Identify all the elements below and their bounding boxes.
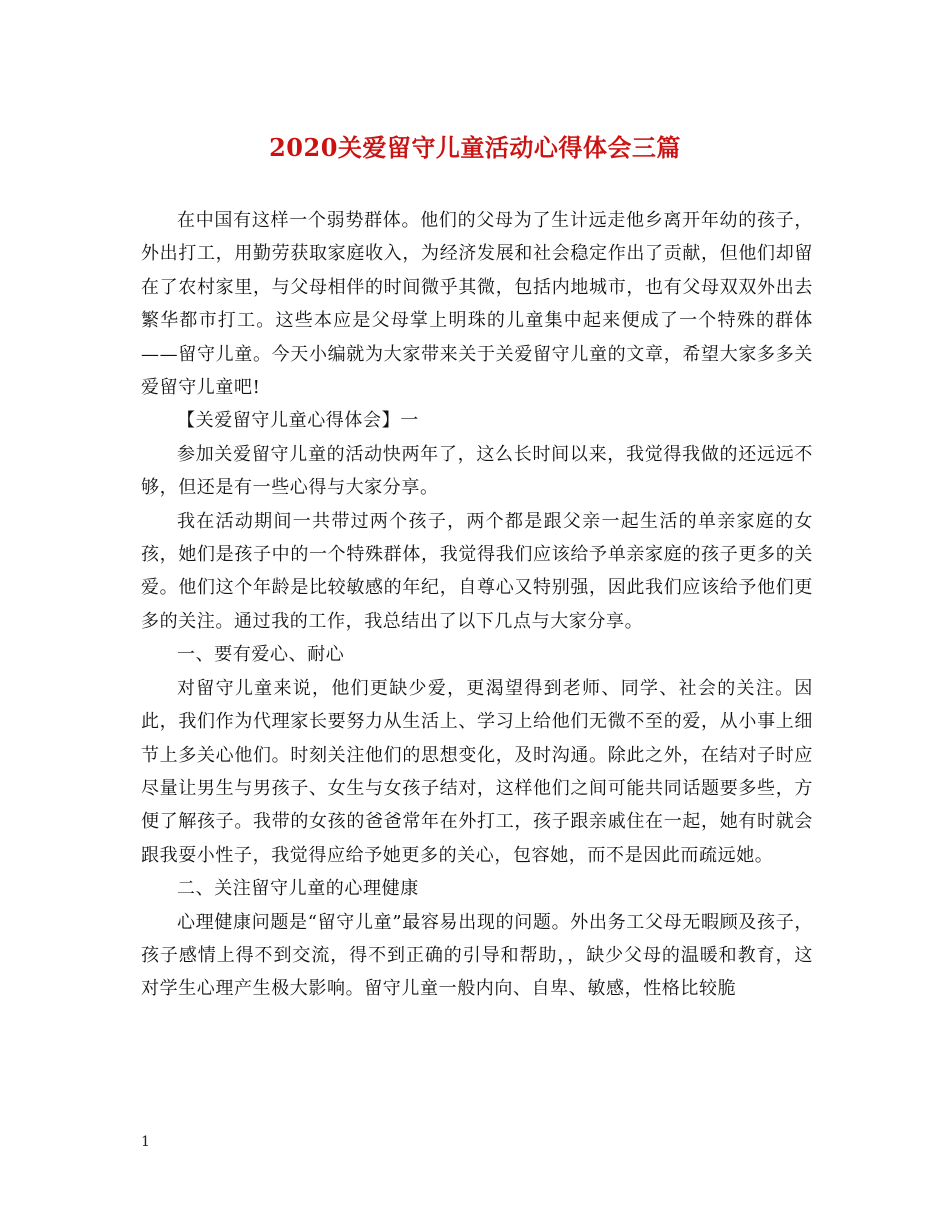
subheading-mental-health: 二、关注留守儿童的心理健康 [177,878,419,900]
paragraph: 我在活动期间一共带过两个孩子，两个都是跟父亲一起生活的单亲家庭的女孩，她们是孩子中的一个特殊群体，我觉得我们应该给予单亲家庭的孩子更多的关爱。他们这个年龄是比较敏感的年纪，自尊心又特别强，因此我们应该给予他们更多的关注。通过我的工作，我总结出了以下几点与大家分享。 [141,510,813,632]
document-title: 2020关爱留守儿童活动心得体会三篇 [269,133,681,162]
paragraph: 参加关爱留守儿童的活动快两年了，这么长时间以来，我觉得我做的还远远不够，但还是有一些心得与大家分享。 [141,443,813,499]
document-body [141,204,813,1006]
intro-paragraph: 在中国有这样一个弱势群体。他们的父母为了生计远走他乡离开年幼的孩子，外出打工，用勤劳获取家庭收入，为经济发展和社会稳定作出了贡献，但他们却留在了农村家里，与父母相伴的时间微乎其微，包括内地城市，也有父母双双外出去繁华都市打工。这些本应是父母掌上明珠的儿童集中起来便成了一个特殊的群体——留守儿童。今天小编就为大家带来关于关爱留守儿童的文章，希望大家多多关爱留守儿童吧! [141,210,813,399]
paragraph: 对留守儿童来说，他们更缺少爱，更渴望得到老师、同学、社会的关注。因此，我们作为代理家长要努力从生活上、学习上给他们无微不至的爱，从小事上细节上多关心他们。时刻关注他们的思想变化，及时沟通。除此之外，在结对子时应尽量让男生与男孩子、女生与女孩子结对，这样他们之间可能共同话题要多些，方便了解孩子。我带的女孩的爸爸常年在外打工，孩子跟亲戚住在一起，她有时就会跟我耍小性子，我觉得应给予她更多的关心，包容她，而不是因此而疏远她。 [141,677,813,866]
section-heading-part-one: 【关爱留守儿童心得体会】一 [177,410,419,432]
page-number: 1 [141,1134,150,1150]
paragraph: 心理健康问题是“留守儿童”最容易出现的问题。外出务工父母无暇顾及孩子，孩子感情上得不到交流，得不到正确的引导和帮助，，缺少父母的温暖和教育，这对学生心理产生极大影响。留守儿童一般内向、自卑、敏感，性格比较脆 [141,911,813,1000]
subheading-love-patience: 一、要有爱心、耐心 [177,644,345,666]
